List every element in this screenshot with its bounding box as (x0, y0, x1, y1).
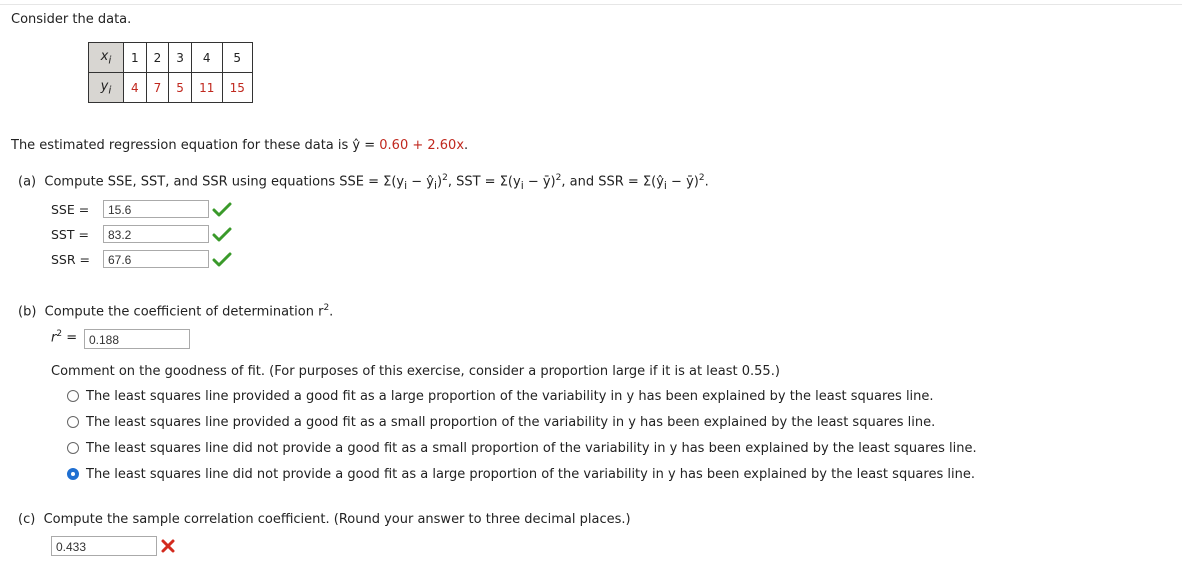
radio-icon[interactable] (67, 416, 79, 428)
option-radio-2[interactable] (67, 415, 935, 430)
y-cell: 11 (191, 73, 222, 103)
subscript: i (663, 178, 667, 192)
subscript: i (434, 178, 438, 192)
part-a-text: , and SSR = Σ(ŷ (561, 174, 664, 190)
r2-symbol: r (51, 330, 57, 346)
y-cell: 5 (169, 73, 192, 103)
sst-input[interactable]: 83.2 (103, 225, 209, 243)
part-a-text: , SST = Σ(y (447, 174, 521, 190)
ssr-input[interactable]: 67.6 (103, 250, 209, 268)
superscript: 2 (442, 173, 448, 183)
y-cell: 15 (222, 73, 252, 103)
correlation-input[interactable]: 0.433 (51, 536, 157, 556)
equation-prefix: The estimated regression equation for these data is ŷ = (11, 138, 380, 153)
part-a-text: Compute SSE, SST, and SSR using equations SSE = Σ(y (44, 174, 405, 190)
x-cell: 3 (169, 43, 192, 73)
intro-text: Consider the data. (11, 12, 132, 27)
option-text: The least squares line did not provide a good fit as a large proportion of the variability in y has been explained by the least squares line. (86, 467, 975, 482)
superscript: 2 (56, 329, 63, 339)
part-b-text: Compute the coefficient of determination r (44, 304, 324, 320)
part-a-text: − ŷ (407, 174, 434, 190)
superscript: 2 (555, 173, 562, 183)
part-c-text: Compute the sample correlation coefficient. (Round your answer to three decimal places.) (43, 512, 631, 527)
y-cell: 4 (124, 73, 147, 103)
sse-label: SSE = (51, 202, 90, 217)
x-row (89, 43, 253, 73)
option-radio-3[interactable] (67, 441, 977, 456)
radio-icon[interactable] (67, 442, 79, 454)
part-b-text: . (329, 304, 334, 320)
comment-prompt: Comment on the goodness of fit. (For purposes of this exercise, consider a proportion large if it is at least 0.55.) (51, 364, 780, 379)
equation-suffix: . (464, 138, 469, 153)
data-table (88, 42, 253, 103)
check-icon (211, 226, 233, 244)
part-a-label: (a) (18, 174, 37, 190)
y-cell: 7 (146, 73, 169, 103)
part-a-prompt (18, 173, 709, 192)
option-text: The least squares line provided a good fit as a small proportion of the variability in y has been explained by the least squares line. (86, 415, 936, 430)
superscript: 2 (323, 303, 330, 313)
regression-equation (11, 138, 468, 153)
r2-input[interactable]: 0.188 (84, 329, 190, 349)
x-cell: 2 (146, 43, 169, 73)
part-b-label: (b) (18, 304, 37, 320)
sse-input[interactable]: 15.6 (103, 200, 209, 218)
part-b-prompt (18, 303, 333, 319)
part-c-prompt (18, 512, 631, 527)
part-c-label: (c) (18, 512, 36, 527)
part-a-text: . (704, 174, 709, 190)
ssr-label: SSR = (51, 252, 91, 267)
check-icon (211, 251, 233, 269)
x-header: $x_i$ (89, 43, 124, 73)
part-a-text: − ȳ) (523, 174, 556, 190)
check-icon (211, 201, 233, 219)
subscript: i (520, 178, 524, 192)
radio-icon[interactable] (67, 390, 79, 402)
r2-eq: = (62, 330, 78, 346)
radio-selected-icon[interactable] (67, 468, 79, 480)
option-radio-4[interactable] (67, 467, 975, 482)
x-cell: 5 (222, 43, 252, 73)
option-text: The least squares line provided a good fit as a large proportion of the variability in y has been explained by the least squares line. (86, 389, 934, 404)
top-divider (0, 4, 1182, 5)
sst-label: SST = (51, 227, 89, 242)
x-cell: 1 (124, 43, 147, 73)
option-radio-1[interactable] (67, 389, 934, 404)
y-row (89, 73, 253, 103)
equation-value: 0.60 + 2.60x (379, 138, 465, 153)
r2-label (51, 329, 77, 345)
x-icon (160, 538, 176, 554)
option-text: The least squares line did not provide a good fit as a small proportion of the variability in y has been explained by the least squares line. (86, 441, 977, 456)
subscript: i (404, 178, 408, 192)
part-a-text: − ȳ) (666, 174, 699, 190)
part-a-text: ) (437, 174, 443, 190)
superscript: 2 (698, 173, 705, 183)
y-header: $y_i$ (89, 73, 124, 103)
x-cell: 4 (191, 43, 222, 73)
